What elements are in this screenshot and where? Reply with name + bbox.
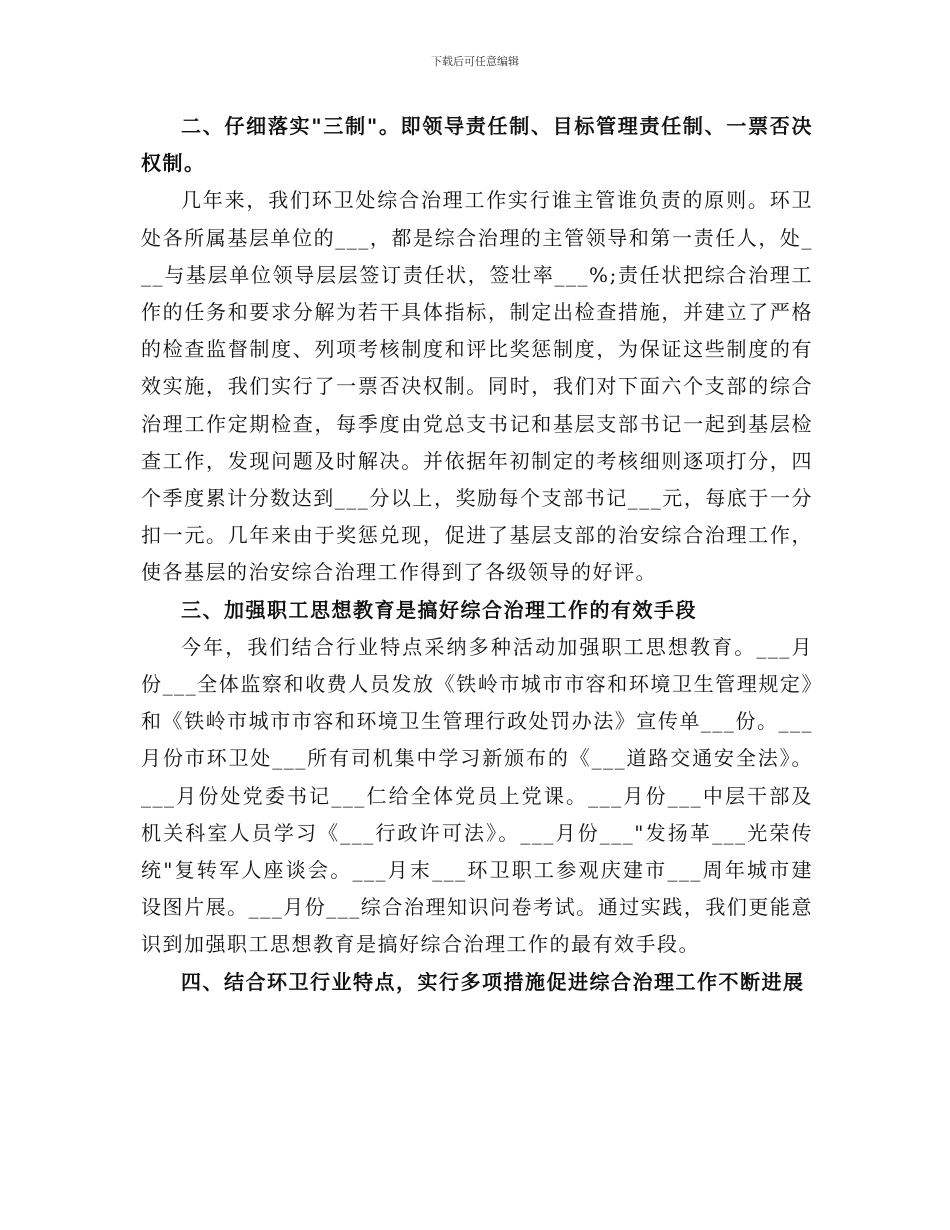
document-body xyxy=(141,108,813,1001)
section-heading-4: 四、结合环卫行业特点，实行多项措施促进综合治理工作不断进展 xyxy=(181,969,805,994)
section-heading-3: 三、加强职工思想教育是搞好综合治理工作的有效手段 xyxy=(181,597,697,622)
section-paragraph-3: 今年，我们结合行业特点采纳多种活动加强职工思想教育。___月份___全体监察和收费人员发放《铁岭市城市市容和环境卫生管理规定》和《铁岭市城市市容和环境卫生管理行政处罚办法》宣传单___份。___月份市环卫处___所有司机集中学习新颁布的《___道路交通安全法》。___月份处党委书记___仁给全体党员上党课。___月份___中层干部及机关科室人员学习《___行政许可法》。___月份___"发扬革___光荣传统"复转军人座谈会。___月末___环卫职工参观庆建市___周年城市建设图片展。___月份___综合治理知识问卷考试。通过实践，我们更能意识到加强职工思想教育是搞好综合治理工作的最有效手段。 xyxy=(141,634,813,957)
section-heading-2: 二、仔细落实"三制"。即领导责任制、目标管理责任制、一票否决权制。 xyxy=(141,114,813,176)
header-note: 下载后可任意编辑 xyxy=(431,55,519,68)
section-paragraph-2: 几年来，我们环卫处综合治理工作实行谁主管谁负责的原则。环卫处各所属基层单位的___，都是综合治理的主管领导和第一责任人，处___与基层单位领导层层签订责任状，签壮率___%;责任状把综合治理工作的任务和要求分解为若干具体指标，制定出检查措施，并建立了严格的检查监督制度、列项考核制度和评比奖惩制度，为保证这些制度的有效实施，我们实行了一票否决权制。同时，我们对下面六个支部的综合治理工作定期检查，每季度由党总支书记和基层支部书记一起到基层检查工作，发现问题及时解决。并依据年初制定的考核细则逐项打分，四个季度累计分数达到___分以上，奖励每个支部书记___元，每底于一分扣一元。几年来由于奖惩兑现，促进了基层支部的治安综合治理工作，使各基层的治安综合治理工作得到了各级领导的好评。 xyxy=(141,188,813,585)
